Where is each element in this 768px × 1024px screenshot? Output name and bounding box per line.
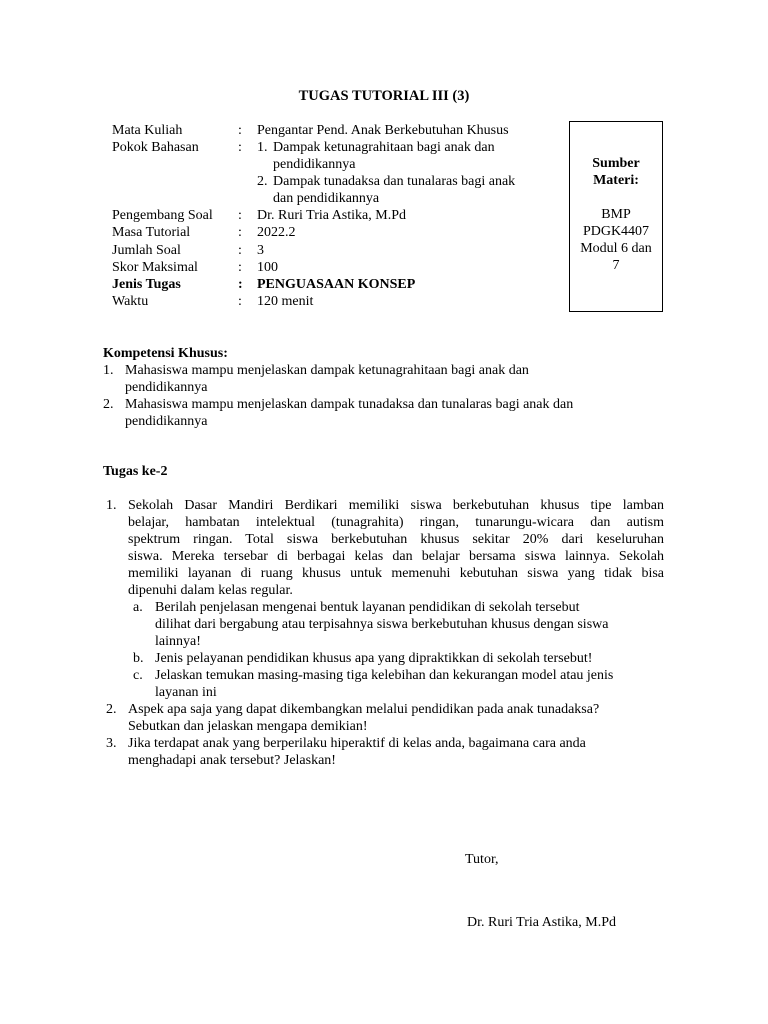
label-masa-tutorial: Masa Tutorial [112, 225, 191, 240]
question-line: belajar, hambatan intelektual (tunagrahita) ringan, tunarungu-wicara dan autism [128, 515, 664, 530]
value-masa-tutorial: 2022.2 [257, 225, 296, 240]
value-skor-maksimal: 100 [257, 260, 278, 275]
pokok-item-text: Dampak ketunagrahitaan bagi anak dan [273, 140, 495, 155]
pokok-item-text: Dampak tunadaksa dan tunalaras bagi anak [273, 174, 516, 189]
question-line: spektrum ringan. Total siswa berkebutuhan khusus sekitar 20% dari keseluruhan [128, 532, 664, 547]
colon: : [238, 123, 242, 138]
sumber-heading: Materi: [593, 173, 639, 188]
value-waktu: 120 menit [257, 294, 314, 309]
sumber-line: PDGK4407 [582, 224, 650, 239]
sub-question-line: Berilah penjelasan mengenai bentuk layanan pendidikan di sekolah tersebut [155, 600, 580, 615]
sub-question-line: Jelaskan temukan masing-masing tiga kelebihan dan kekurangan model atau jenis [155, 668, 614, 683]
question-line: Jika terdapat anak yang berperilaku hiperaktif di kelas anda, bagaimana cara anda [128, 736, 586, 751]
label-pokok-bahasan: Pokok Bahasan [112, 140, 199, 155]
label-skor-maksimal: Skor Maksimal [112, 260, 198, 275]
colon: : [238, 208, 242, 223]
pokok-item-number: 1. [257, 140, 268, 155]
label-pengembang-soal: Pengembang Soal [112, 208, 213, 223]
question-line: Sebutkan dan jelaskan mengapa demikian! [128, 719, 368, 734]
pokok-item-text: pendidikannya [273, 157, 356, 172]
kompetensi-text: pendidikannya [125, 380, 208, 395]
colon: : [238, 225, 242, 240]
sub-question-line: lainnya! [155, 634, 201, 649]
sumber-line: BMP [601, 207, 631, 222]
kompetensi-text: Mahasiswa mampu menjelaskan dampak tunadaksa dan tunalaras bagi anak dan [125, 397, 574, 412]
colon: : [238, 277, 243, 292]
sumber-line: 7 [612, 258, 620, 273]
value-jumlah-soal: 3 [257, 243, 264, 258]
document-title: TUGAS TUTORIAL III (3) [298, 88, 470, 104]
sumber-heading: Sumber [592, 156, 640, 171]
label-waktu: Waktu [112, 294, 149, 309]
kompetensi-text: Mahasiswa mampu menjelaskan dampak ketunagrahitaan bagi anak dan [125, 363, 529, 378]
value-jenis-tugas: PENGUASAAN KONSEP [257, 277, 416, 292]
question-line: menghadapi anak tersebut? Jelaskan! [128, 753, 336, 768]
sumber-line: Modul 6 dan [580, 241, 652, 256]
value-mata-kuliah: Pengantar Pend. Anak Berkebutuhan Khusus [257, 123, 509, 138]
label-jumlah-soal: Jumlah Soal [112, 243, 181, 258]
question-number: 3. [106, 736, 117, 751]
sub-question-line: dilihat dari bergabung atau terpisahnya siswa berkebutuhan khusus dengan siswa [155, 617, 609, 632]
question-line: Aspek apa saja yang dapat dikembangkan melalui pendidikan pada anak tunadaksa? [128, 702, 600, 717]
tugas-heading: Tugas ke-2 [103, 464, 168, 479]
question-number: 1. [106, 498, 117, 513]
colon: : [238, 140, 242, 155]
question-number: 2. [106, 702, 117, 717]
sub-question-line: layanan ini [155, 685, 217, 700]
pokok-item-text: dan pendidikannya [273, 191, 380, 206]
kompetensi-number: 2. [103, 397, 114, 412]
question-line: siswa. Mereka tersebar di berbagai kelas dan belajar bersama siswa lainnya. Sekolah [128, 549, 664, 564]
colon: : [238, 260, 242, 275]
kompetensi-text: pendidikannya [125, 414, 208, 429]
question-line: Sekolah Dasar Mandiri Berdikari memiliki siswa berkebutuhan khusus tipe lamban [128, 498, 664, 513]
kompetensi-heading: Kompetensi Khusus: [103, 346, 228, 361]
colon: : [238, 294, 242, 309]
question-line: dipenuhi dalam kelas regular. [128, 583, 293, 598]
value-pengembang-soal: Dr. Ruri Tria Astika, M.Pd [257, 208, 406, 223]
label-jenis-tugas: Jenis Tugas [112, 277, 181, 292]
sub-question-letter: a. [133, 600, 143, 615]
question-line: memiliki layanan di ruang khusus untuk memenuhi kebutuhan siswa yang tidak bisa [128, 566, 664, 581]
signature-name: Dr. Ruri Tria Astika, M.Pd [467, 915, 616, 930]
sub-question-line: Jenis pelayanan pendidikan khusus apa yang dipraktikkan di sekolah tersebut! [155, 651, 593, 666]
signature-role: Tutor, [465, 852, 499, 867]
sumber-materi-box [569, 121, 663, 312]
sub-question-letter: c. [133, 668, 143, 683]
sub-question-letter: b. [133, 651, 144, 666]
colon: : [238, 243, 242, 258]
label-mata-kuliah: Mata Kuliah [112, 123, 183, 138]
kompetensi-number: 1. [103, 363, 114, 378]
pokok-item-number: 2. [257, 174, 268, 189]
